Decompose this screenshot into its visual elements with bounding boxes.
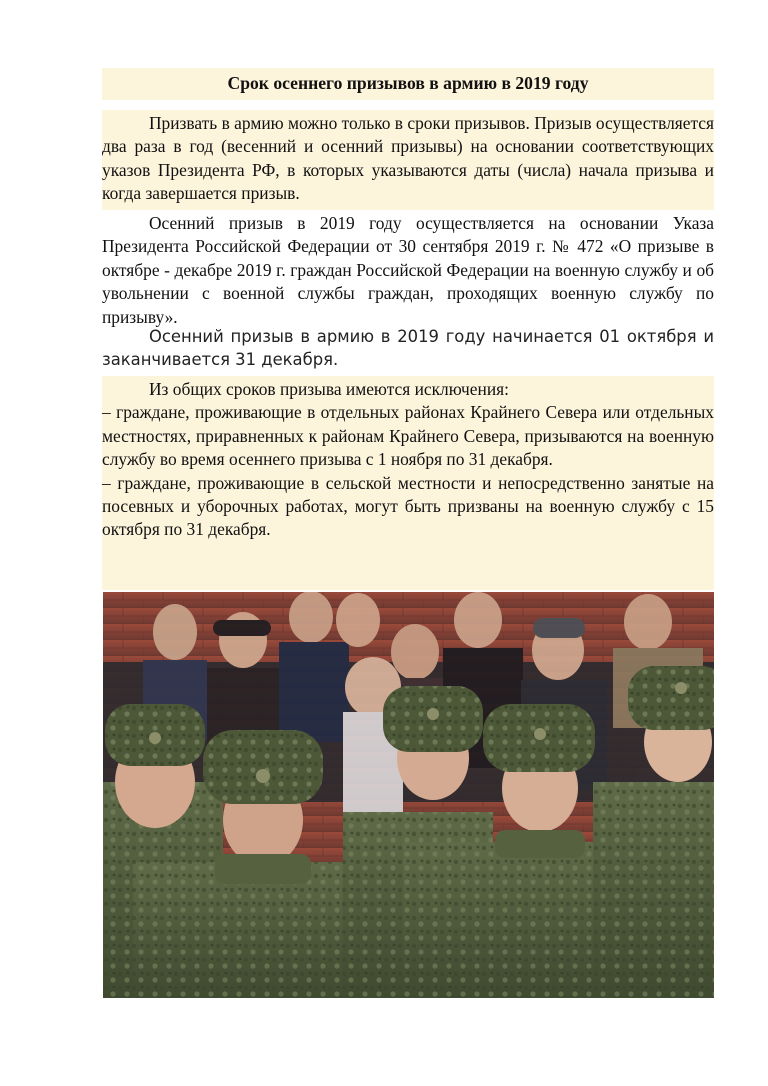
paragraph-call-up-periods: Призвать в армию можно только в сроки призывов. Призыв осуществляется два раза в год (весенний и осенний призывы) на основании соответствующих указов Президента РФ, в которых указываются даты (числа) начала призыва и когда завершается призыв. [102,110,714,210]
exception-far-north: – граждане, проживающие в отдельных районах Крайнего Севера или отдельных местностях, приравненных к районам Крайнего Севера, призываются на военную службу во время осеннего призыва с 1 ноября по 31 декабря. [102,402,714,470]
paragraph-autumn-dates: Осенний призыв в армию в 2019 году начинается 01 октября и заканчивается 31 декабря. [102,327,714,369]
exception-rural-workers: – граждане, проживающие в сельской местности и непосредственно занятые на посевных и уборочных работах, могут быть призваны на военную службу с 15 октября по 31 декабря. [102,472,714,540]
exceptions-section [102,376,714,590]
conscripts-photo [103,592,714,998]
exceptions-intro: Из общих сроков призыва имеются исключения: [149,379,509,399]
paragraph-presidential-decree: Осенний призыв в 2019 году осуществляется на основании Указа Президента Российской Федерации от 30 сентября 2019 г. № 472 «О призыве в октябре - декабре 2019 г. граждан Российской Федерации на военную службу и об увольнении с военной службы граждан, проходящих военную службу по призыву». [102,213,714,327]
document-title: Срок осеннего призывов в армию в 2019 году [102,68,714,100]
